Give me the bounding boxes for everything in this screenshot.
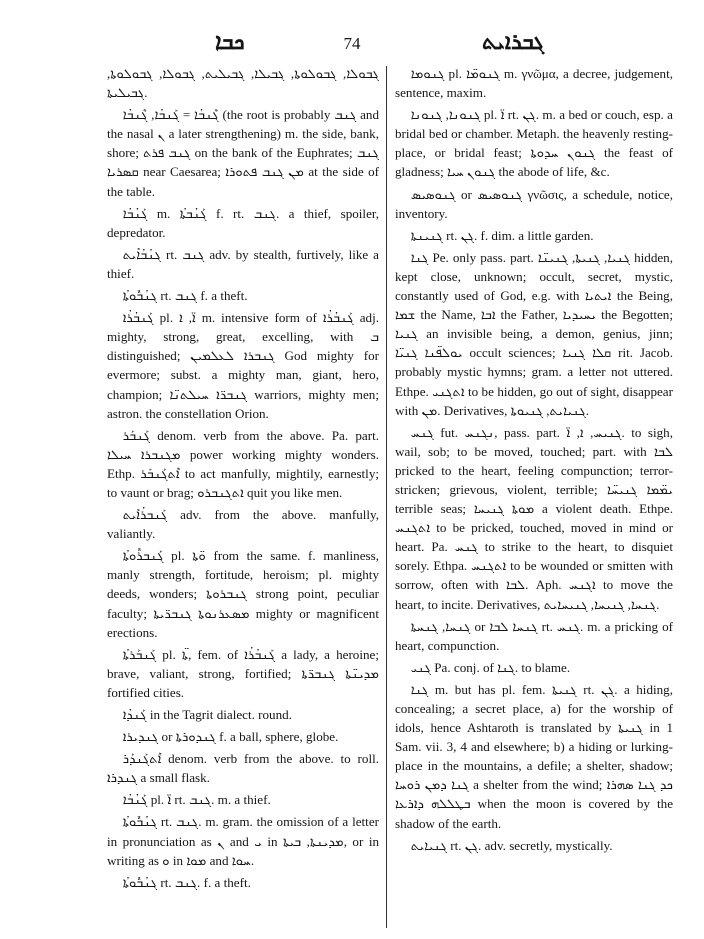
dictionary-entry: ܓܰܢܒܰܪܬܳܐ pl. ܬ̈ܐ, fem. of ܓܰܢܒܳܪܳܐ a lady, a heroine; brave, valiant, strong, fortified; ܡܕܝܢ̈ܬܐ ܓܢܒܪ̈ܬܐ fortified cities. bbox=[107, 646, 379, 700]
dictionary-entry: ܓܢܘܢܐ, ܓܢܘܢܐ pl. ܐ̈ rt. ܓܢ. m. a bed or couch, esp. a bridal bed or chamber. Metaph. the heavenly resting-place, or bridal feast; ܓܢܘܢ ܚܕܘܬܐ the feast of gladness; ܓܢܘܢ ܚܝܐ the abode of life, &c. bbox=[395, 107, 673, 180]
dictionary-entry: ܐܶܬܓܰܢܕܰܪ denom. verb from the above. to roll. ܓܢܕܪܐ a small flask. bbox=[107, 751, 379, 786]
dictionary-entry: ܓܢܚܐ, ܓܢܚܬܐ or ܓܢܚܐ ܠܒܐ rt. ܓܢܚ. m. a pricking of heart, compunction. bbox=[395, 618, 673, 653]
right-column bbox=[395, 64, 673, 858]
dictionary-entry: ܓܢܝ Pa. conj. of ܓܢܐ. to blame. bbox=[410, 659, 571, 675]
dictionary-entry: ܓܰܢܒܳܪܳܐ pl. ܐ̈, ܐ m. intensive form of ܓܰܢܒܳܪܳܐ adj. mighty, strong, great, excelling, with ܒ distinguished; ܓܢܒܪܐ ܠܥܠܡܝܢ God mighty for evermore; subst. a mighty man, giant, hero, champion; ܓܢܒܪ̈ܐ ܚܝܠܬܢ̈ܐ warriors, mighty men; astron. the constellation Orion. bbox=[107, 310, 379, 421]
page-number: 74 bbox=[343, 34, 361, 53]
column-divider bbox=[386, 66, 387, 928]
dictionary-entry: ܓܶܢܒܳܐ = ܓܰܢܒܳܐ, ܓܶܢܒܳܐ (the root is probably ܓܢܒ and the nasal ܢ a later strengthening) m. the side, bank, shore; ܓܢܒ ܦܪܬ on the bank of the Euphrates; ܓܢܒ ܩܣܪܝܐ near Caesarea; ܡܢ ܓܢܒ ܦܬܘܪܐ at the side of the table. bbox=[107, 107, 379, 199]
dictionary-entry: ܓܰܢܳܒܳܐ m. ܓܰܢܳܒܬܳܐ f. rt. ܓܢܒ. a thief, spoiler, depredator. bbox=[107, 205, 379, 240]
dictionary-entry: ܓܢܕܝܪܐ or ܓܢܕܘܪܬܐ f. a ball, sphere, globe. bbox=[122, 729, 339, 745]
dictionary-entry: ܓܢܘܡܐ pl. ܓܢܘܡ̈ܐ m. γνῶμα, a decree, judgement, sentence, maxim. bbox=[395, 66, 673, 101]
left-column bbox=[107, 64, 379, 895]
dictionary-entry: ܓܢܳܒܽܘܬܳܐ rt. ܓܢܒ. f. a theft. bbox=[122, 874, 251, 890]
dictionary-entry: ܓܒܘܠܐ, ܓܒܘܠܘܬܐ, ܓܒܝܠܐ, ܓܒܝܠܝܬ, ܓܒܘܠܐ, ܓܒܘܠܘܬܐ, ܓܒܝܠܝܬܐ. bbox=[107, 66, 379, 101]
dictionary-entry: ܓܢܝܢܬܐ rt. ܓܢ. f. dim. a little garden. bbox=[410, 227, 594, 243]
dictionary-entry: ܓܢܳܒܽܘܬܳܐ rt. ܓܢܒ. m. gram. the omission of a letter in pronunciation as ܢ and ܝ in ܡܕܝܢܬܐ, ܒܝܬܐ, or in writing as ܘ in ܡܘܐ and ܚܘܐ. bbox=[107, 814, 380, 868]
dictionary-entry: ܓܰܢܒܰܪ denom. verb from the above. Pa. part. ܡܓܢܒܪܐ ܚܝܠܐ power working mighty wonders. Ethp. ܐܶܬܓܰܢܒܰܪ to act manfully, mightily, earnestly; to vaunt or brag; ܐܬܓܢܒܪܘ quit you like men. bbox=[107, 427, 379, 500]
dictionary-entry: ܓܢܘܣܝܣ or ܓܢܘܣܝܣ γνῶσις, a schedule, notice, inventory. bbox=[395, 186, 673, 221]
dictionary-entry: ܓܢܐ m. but has pl. fem. ܓܢܝܬܐ rt. ܓܢ. a hiding, concealing; a secret place, a) for the worship of idols, hence Ashtaroth is translated by ܓܢܝܬܐ in 1 Sam. vii. 3, 4 and elsewhere; b) a hiding or lurking-place in the mountains, a defile; a shelter, shadow; ܓܢܐ ܕܡܢ ܪܘܚܐ a shelter from the wind; ܟܕ ܓܢܐ ܣܗܪܐ ܒܛܠܠܗ ܕܐܪܥܐ when the moon is covered by the shadow of the earth. bbox=[395, 681, 674, 831]
dictionary-entry: ܓܢܝܐܝܬ rt. ܓܢ. adv. secretly, mystically. bbox=[410, 837, 613, 853]
running-head-left: ܟܒܐ bbox=[215, 30, 245, 55]
dictionary-entry: ܓܰܢܕܳܐ in the Tagrit dialect. round. bbox=[122, 707, 292, 722]
dictionary-entry: ܓܰܢܳܒܳܐ pl. ܐ̈ rt. ܓܢܒ. m. a thief. bbox=[122, 792, 271, 808]
dictionary-entry: ܓܰܢܒܪܽܘܬܳܐ pl. ܘ̈ܬܐ from the same. f. manliness, manly strength, fortitude, heroism; pl. mighty deeds, wonders; ܓܢܒܪܘܬܐ strong point, peculiar faculty; ܡܣܥܪܢܘܬܐ ܓܢܒܪ̈ܝܬܐ mighty or magnificent erections. bbox=[107, 548, 379, 640]
dictionary-entry: ܓܢܐ Pe. only pass. part. ܓܢܝܐ, ܓܢܝܬܐ, ܓܢܝܢ̈ܐ hidden, kept close, unknown; occult, secret, mystic, constantly used of God, e.g. with ܐܝܬܝܐ the Being, ܫܡܐ the Name, ܐܒܐ the Father, ܝܚܝܕܝܐ the Begotten; ܓܢܝܐ an invisible being, a demon, genius, jinn; ܝܘܠܦ̈ܢܐ ܓܢܝ̈ܐ occult sciences; ܩܠܐ ܓܢܝܐ rit. Jacob. probably mystic hymns; gram. a letter not uttered. Ethpe. ܐܬܓܢܝ to be hidden, go out of sight, disappear with ܡܢ. Derivatives, ܓܢܝܐܝܬ, ܓܢܝܘܬܐ. bbox=[395, 249, 674, 418]
dictionary-entry: ܓܢܳܒܳܐܺܝܬ rt. ܓܢܒ adv. by stealth, furtively, like a thief. bbox=[107, 246, 379, 281]
dictionary-entry: ܓܰܢܒܪܳܐܺܝܬ adv. from the above. manfully, valiantly. bbox=[107, 507, 379, 542]
running-head-right: ܓܒܪܐܝܬ bbox=[482, 30, 545, 55]
dictionary-entry: ܓܢܳܒܽܘܬܳܐ rt. ܓܢܒ f. a theft. bbox=[122, 288, 248, 304]
dictionary-entry: ܓܢܚ fut. ܢܓܢܚ, pass. part. ܓܢܝܚ, ܐ, ܐ̈. to sigh, wail, sob; to be moved, touched; part. with ܠܒܐ pricked to the heart, feeling compunction; terror-stricken; grievous, violent, terrible; ܝܡ̈ܡܐ ܓܢܝܚ̈ܐ terrible seas; ܡܘܬܐ ܓܢܝܚܐ a violent death. Ethpe. ܐܬܓܢܚ to be pricked, touched, moved in mind or heart. Pa. ܓܢܚ to strike to the heart, to disquiet sorely. Ethpa. ܐܬܓܢܚ to be wounded or smitten with sorrow, often with ܠܒܐ. Aph. ܐܓܢܚ to move the heart, to incite. Derivatives, ܓܢܚܐ, ܓܢܝܚܐ, ܓܢܝܚܐܝܬ. bbox=[395, 424, 673, 612]
